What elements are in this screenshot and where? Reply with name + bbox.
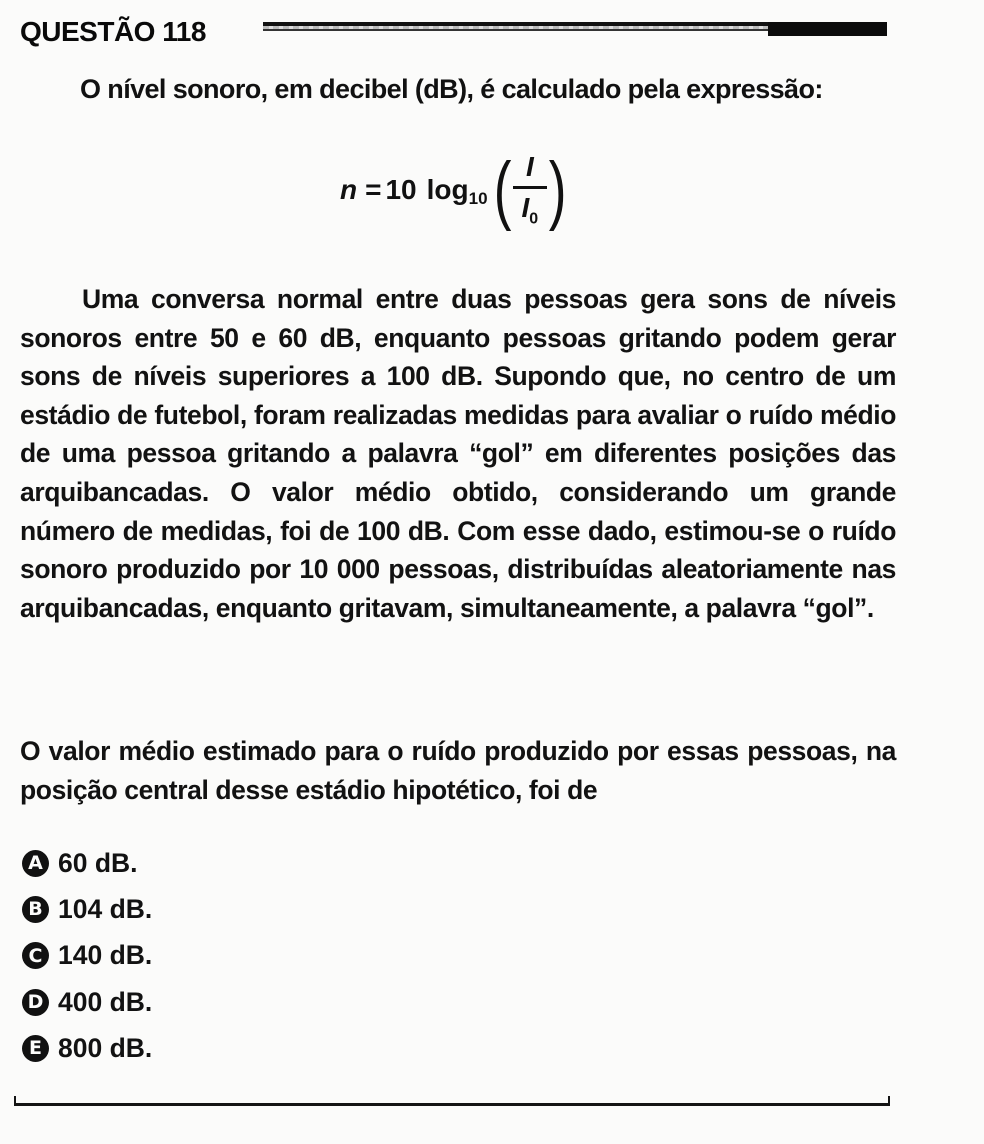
header-rule (263, 22, 887, 36)
option-d[interactable] (20, 979, 152, 1025)
option-text: 800 dB. (58, 1032, 153, 1063)
denominator-symbol: I (521, 192, 530, 224)
decibel-formula (340, 140, 570, 240)
formula-lhs: n (340, 174, 358, 205)
header-rule-thick (768, 22, 887, 36)
formula-fraction (513, 151, 547, 229)
option-e[interactable] (20, 1025, 152, 1071)
option-text: 140 dB. (58, 940, 153, 971)
formula-equals: = (365, 174, 382, 205)
formula-paren-open: ( (493, 147, 512, 232)
option-letter-c-icon: C (22, 942, 49, 969)
intro-text: O nível sonoro, em decibel (dB), é calculado pela expressão: (80, 74, 823, 104)
answer-options (20, 840, 152, 1071)
option-letter-e-icon: E (22, 1035, 49, 1062)
option-a[interactable] (20, 840, 152, 886)
option-text: 400 dB. (58, 986, 153, 1017)
formula-coefficient: 10 (385, 174, 417, 205)
option-c[interactable] (20, 933, 152, 979)
option-letter-a-icon: A (22, 850, 49, 877)
denominator-subscript: 0 (529, 210, 539, 228)
question-prompt: O valor médio estimado para o ruído produzido por essas pessoas, na posição central desse estádio hipotético, foi de (20, 736, 896, 805)
option-letter-b-icon: B (22, 896, 49, 923)
formula-numerator: I (525, 151, 534, 183)
option-text: 60 dB. (58, 847, 138, 878)
fraction-bar (513, 186, 547, 189)
footer-rule (14, 1096, 890, 1106)
problem-paragraph: Uma conversa normal entre duas pessoas gera sons de níveis sonoros entre 50 e 60 dB, enquanto pessoas gritando podem gerar sons de níveis superiores a 100 dB. Supondo que, no centro de um estádio de futebol, foram realizadas medidas para avaliar o ruído médio de uma pessoa gritando a palavra “gol” em diferentes posições das arquibancadas. O valor médio obtido, considerando um grande número de medidas, foi de 100 dB. Com esse dado, estimou-se o ruído sonoro produzido por 10 000 pessoas, distribuídas aleatoriamente nas arquibancadas, enquanto gritavam, simultaneamente, a palavra “gol”. (20, 284, 896, 623)
formula-log: log (426, 174, 469, 205)
option-text: 104 dB. (58, 893, 153, 924)
option-b[interactable] (20, 886, 152, 932)
formula-log-base: 10 (468, 189, 488, 208)
formula-denominator (522, 192, 539, 229)
problem-statement (20, 280, 896, 627)
header-rule-thin (263, 22, 773, 31)
formula-paren-close: ) (548, 147, 567, 232)
option-letter-d-icon: D (22, 989, 49, 1016)
question-header (20, 14, 206, 50)
question-number: QUESTÃO 118 (20, 16, 206, 47)
